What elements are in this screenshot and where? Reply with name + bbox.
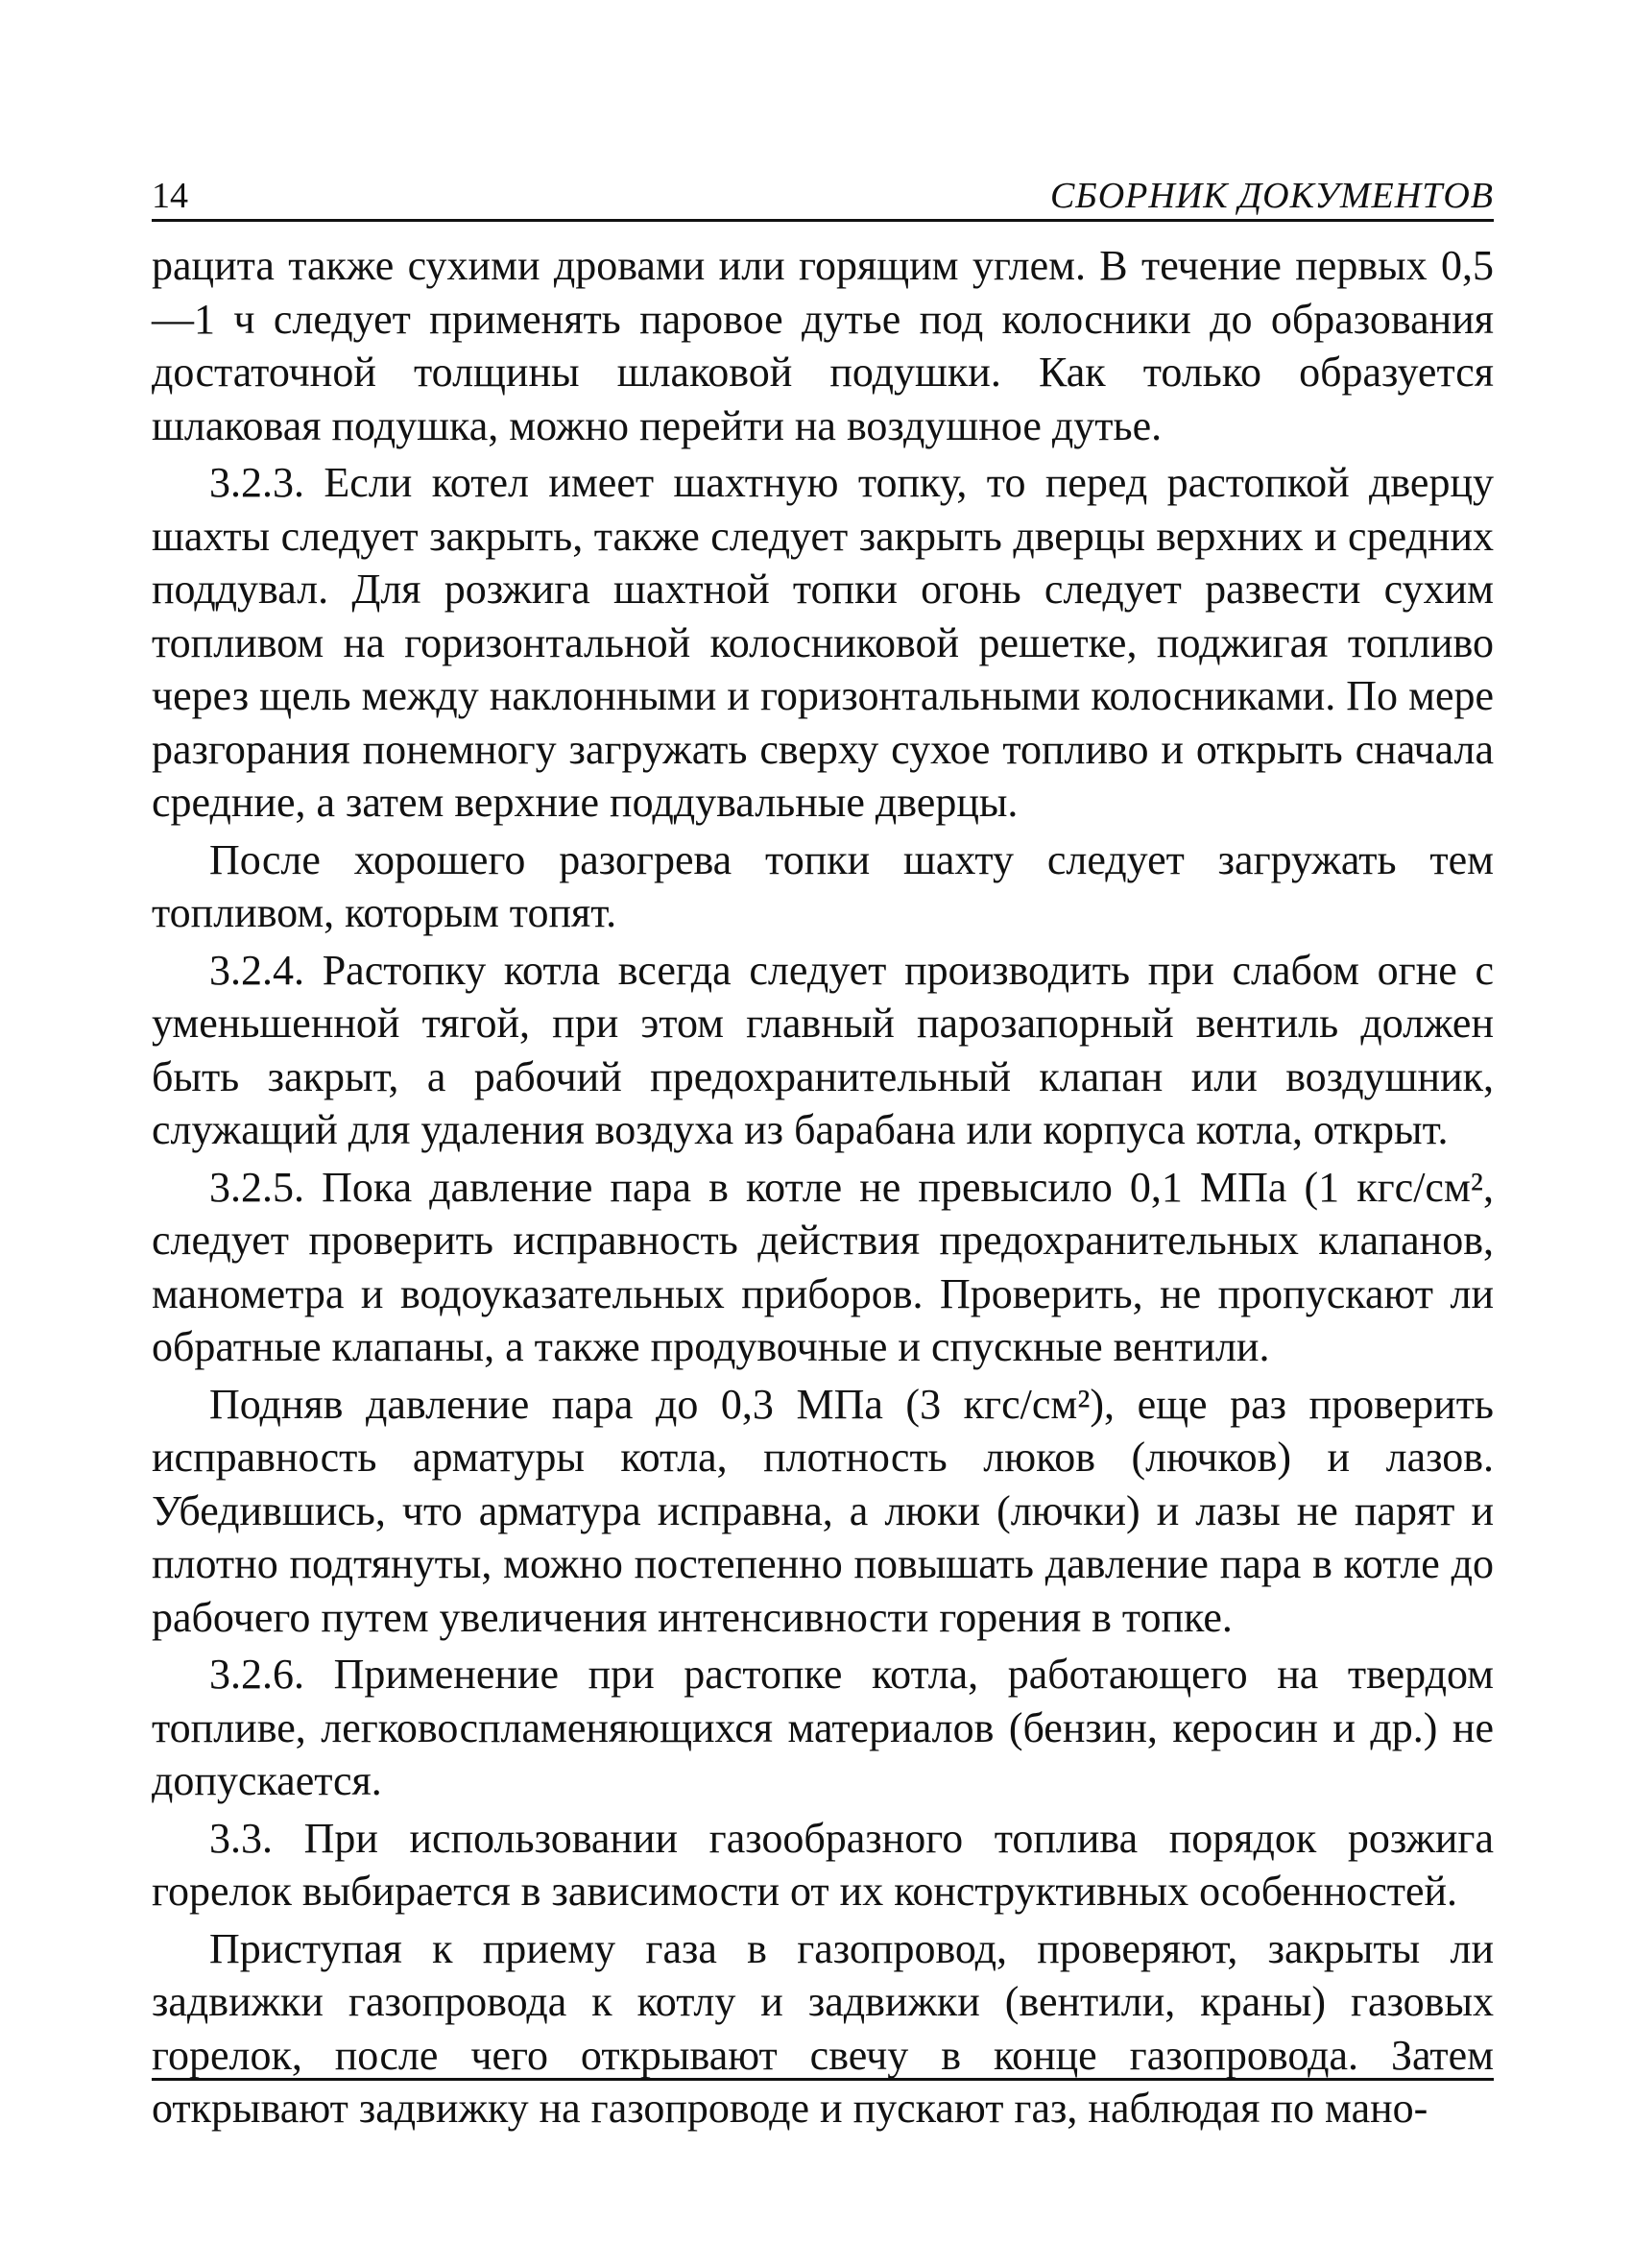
paragraph-3-3: 3.3. При использовании газообразного топлива порядок розжига горелок выбирается в зависимости от их конструктивных особенностей. <box>152 1814 1494 1915</box>
paragraph-3-2-5: 3.2.5. Пока давление пара в котле не превысило 0,1 МПа (1 кгс/см², следует проверить исправность действия предохранительных клапанов, манометра и водоуказательных приборов. Проверить, не пропускают ли обратные клапаны, а также продувочные и спускные вентили. <box>152 1163 1494 1370</box>
paragraph-3-2-3: 3.2.3. Если котел имеет шахтную топку, то перед растопкой дверцу шахты следует закрыть, также следует закрыть дверцы верхних и средних поддувал. Для розжига шахтной топки огонь следует развести сухим топливом на горизонтальной колосниковой решетке, поджигая топливо через щель между наклонными и горизонтальными колосниками. По мере разгорания понемногу загружать сверху сухое топливо и открыть сначала средние, а затем верхние поддувальные дверцы. <box>152 459 1494 826</box>
running-header <box>152 173 1494 222</box>
document-page <box>152 173 1494 2135</box>
footer-rule <box>152 2078 1494 2081</box>
paragraph-3-2-4: 3.2.4. Растопку котла всегда следует производить при слабом огне с уменьшенной тягой, при этом главный парозапорный вентиль должен быть закрыт, а рабочий предохранительный клапан или воздушник, служащий для удаления воздуха из барабана или корпуса котла, открыт. <box>152 946 1494 1153</box>
paragraph-pressure-check: Подняв давление пара до 0,3 МПа (3 кгс/см²), еще раз проверить исправность арматуры котла, плотность люков (лючков) и лазов. Убедившись, что арматура исправна, а люки (лючки) и лазы не парят и плотно подтянуты, можно постепенно повышать давление пара в котле до рабочего путем увеличения интенсивности горения в топке. <box>152 1380 1494 1641</box>
body-text <box>152 239 1494 2135</box>
page-number: 14 <box>152 176 188 216</box>
book-title: СБОРНИК ДОКУМЕНТОВ <box>1049 176 1494 216</box>
paragraph-gas-intake: Приступая к приему газа в газопровод, проверяют, закрыты ли задвижки газопровода к котлу и задвижки (вентили, краны) газовых горелок, после чего открывают свечу в конце газопровода. Затем открывают задвижку на газопроводе и пускают газ, наблюдая по мано- <box>152 1924 1494 2132</box>
paragraph-shaft-loading: После хорошего разогрева топки шахту следует загружать тем топливом, которым топят. <box>152 835 1494 936</box>
paragraph-continued: рацита также сухими дровами или горящим углем. В течение первых 0,5—1 ч следует применять паровое дутье под колосники до образования достаточной толщины шлаковой подушки. Как только образуется шлаковая подушка, можно перейти на воздушное дутье. <box>152 242 1494 449</box>
paragraph-3-2-6: 3.2.6. Применение при растопке котла, работающего на твердом топливе, легковоспламеняющихся материалов (бензин, керосин и др.) не допускается. <box>152 1651 1494 1804</box>
